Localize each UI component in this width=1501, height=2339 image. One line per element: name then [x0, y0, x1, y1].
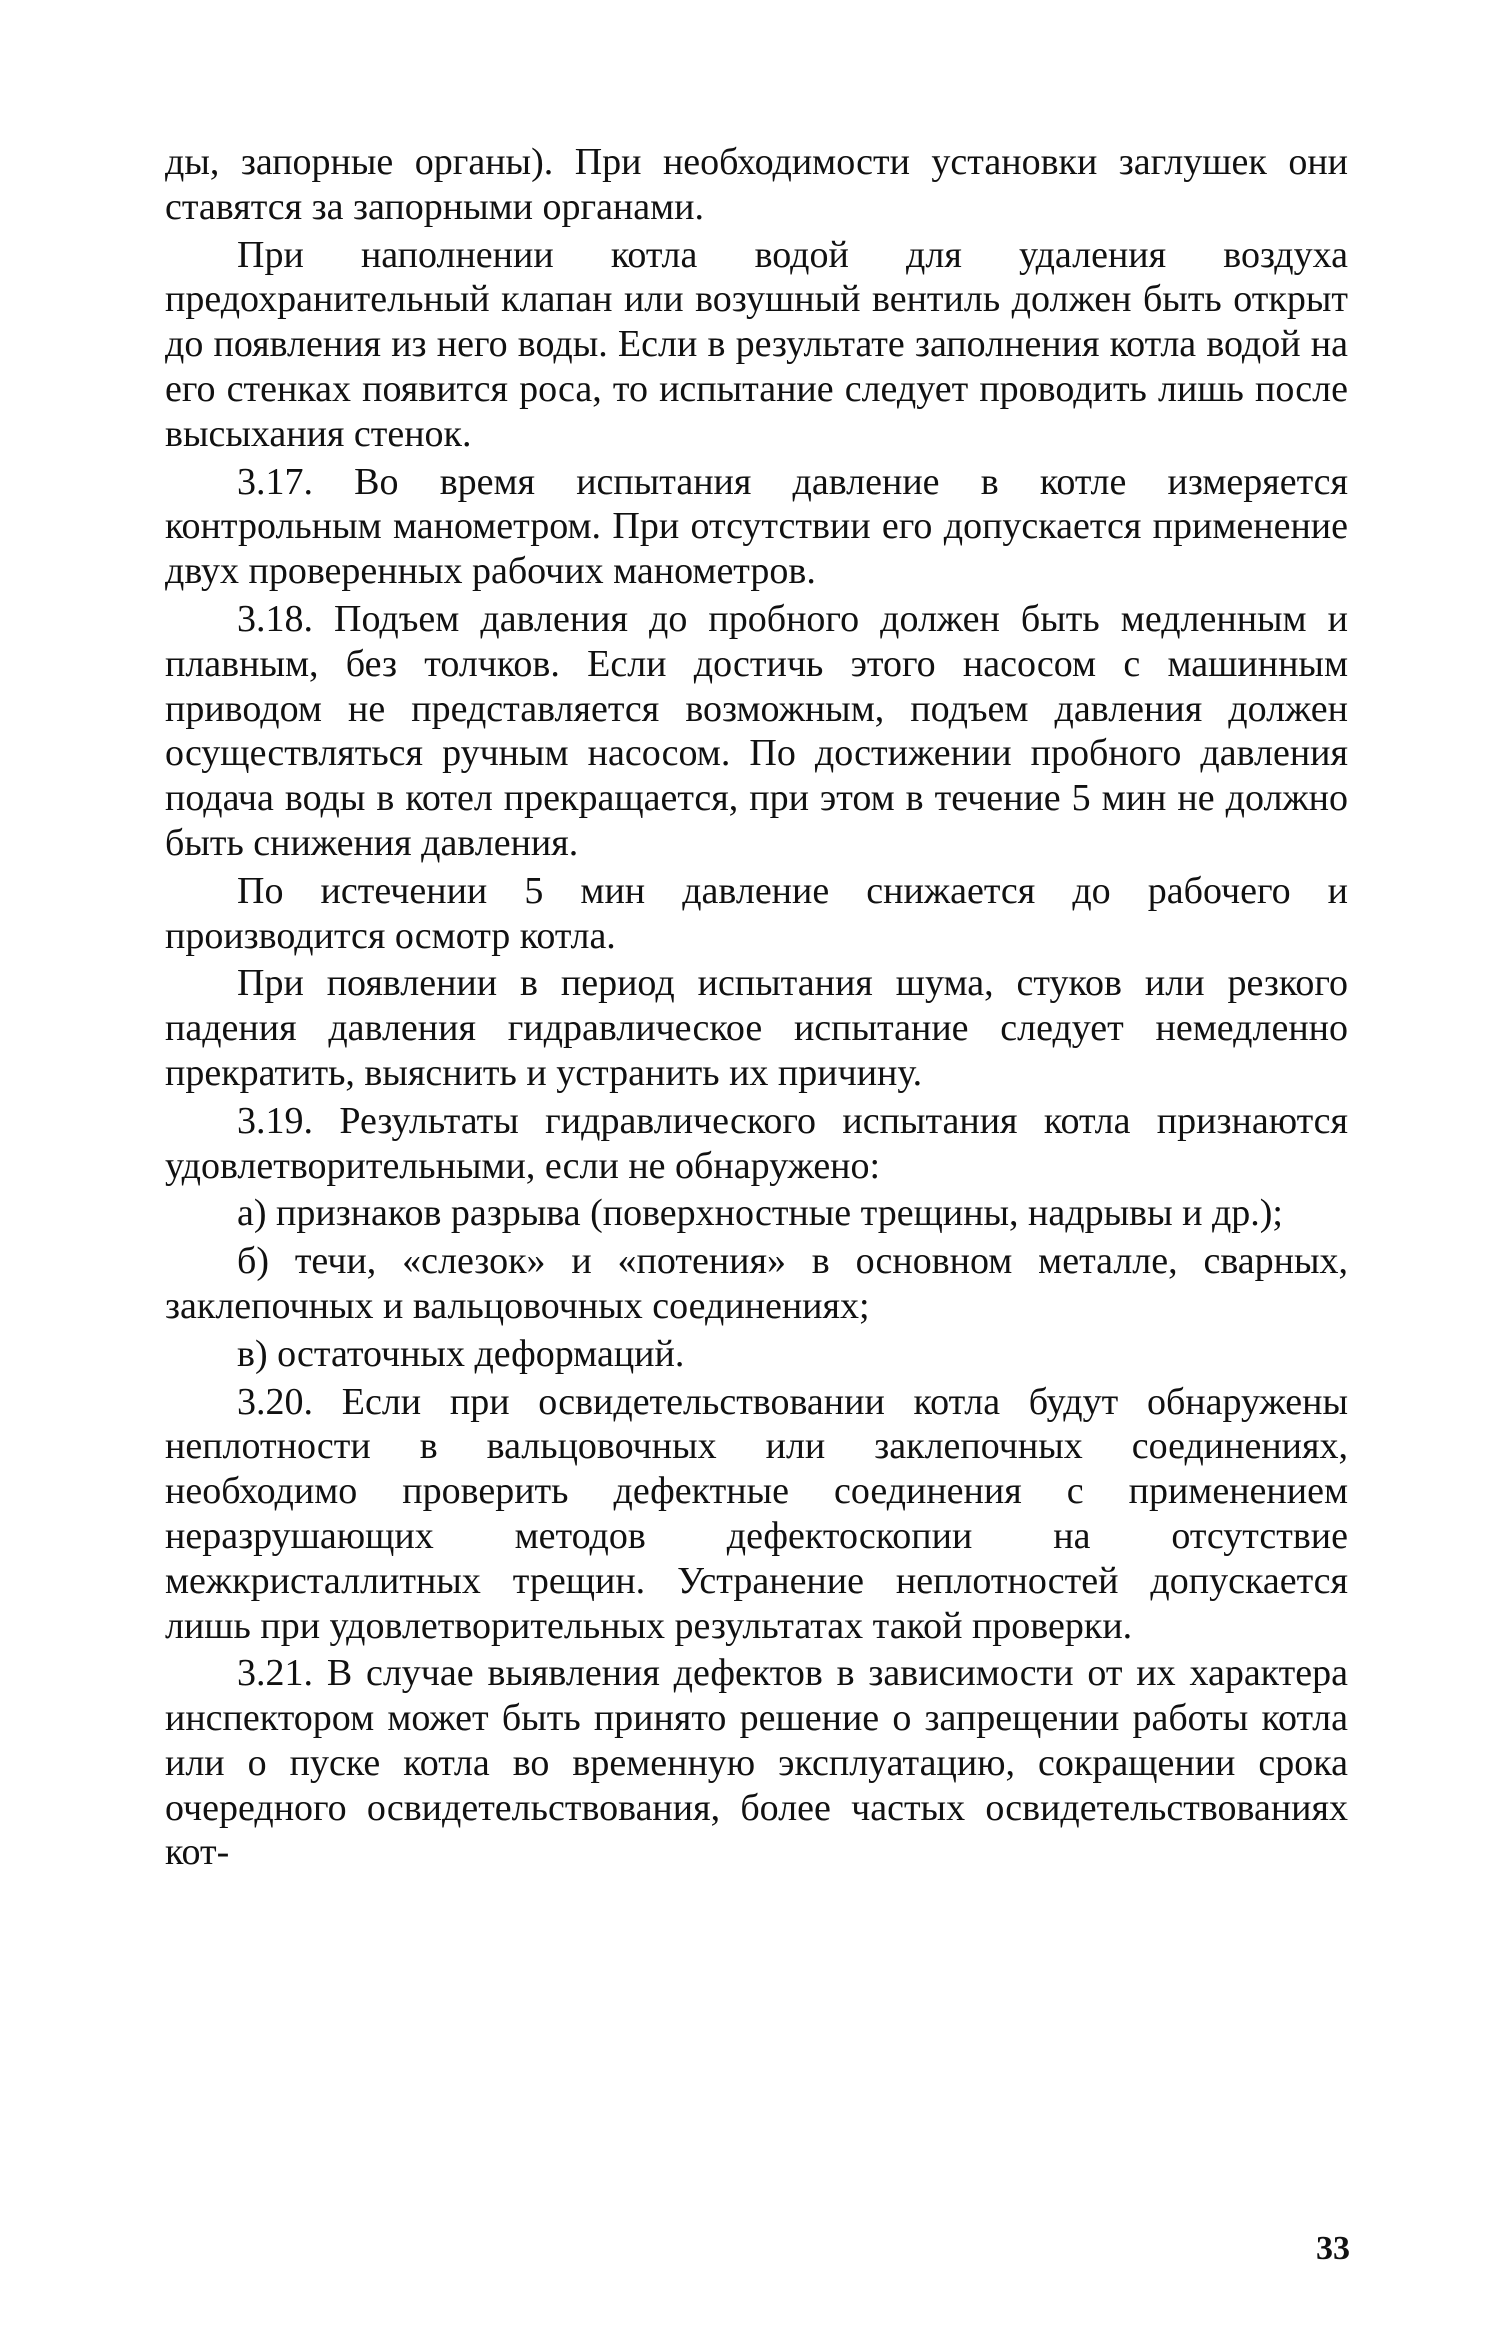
- paragraph-3-20: 3.20. Если при освидетельствовании котла будут обнаружены неплотности в вальцовочных или заклепочных соединениях, необходимо проверить дефектные соединения с применением неразрушающих методов дефектоскопии на отсутствие межкристаллитных трещин. Устранение неплотностей допускается лишь при удовлетворительных результатах такой проверки.: [165, 1380, 1348, 1647]
- body-text: [165, 140, 1348, 1878]
- paragraph-3-17: 3.17. Во время испытания давление в котле измеряется контрольным манометром. При отсутствии его допускается применение двух проверенных рабочих манометров.: [165, 460, 1348, 593]
- list-item-v: в) остаточных деформаций.: [237, 1332, 685, 1375]
- paragraph-continuation: ды, запорные органы). При необходимости установки заглушек они ставятся за запорными органами.: [165, 141, 1348, 228]
- paragraph-filling-boiler: При наполнении котла водой для удаления воздуха предохранительный клапан или возушный вентиль должен быть открыт до появления из него воды. Если в результате заполнения котла водой на его стенках появится роса, то испытание следует проводить лишь после высыхания стенок.: [165, 233, 1348, 455]
- paragraph-3-21: 3.21. В случае выявления дефектов в зависимости от их характера инспектором может быть принято решение о запрещении работы котла или о пуске котла во временную эксплуатацию, сокращении срока очередного освидетельствования, более частых освидетельствованиях кот-: [165, 1652, 1348, 1874]
- page-number: 33: [1316, 2230, 1350, 2267]
- paragraph-3-19: 3.19. Результаты гидравлического испытания котла признаются удовлетворительными, если не обнаружено:: [165, 1099, 1348, 1187]
- list-item-a: а) признаков разрыва (поверхностные трещины, надрывы и др.);: [237, 1192, 1283, 1235]
- list-item-b: б) течи, «слезок» и «потения» в основном металле, сварных, заклепочных и вальцовочных соединениях;: [165, 1240, 1348, 1327]
- paragraph-after-5-min: По истечении 5 мин давление снижается до рабочего и производится осмотр котла.: [165, 869, 1348, 957]
- paragraph-3-18: 3.18. Подъем давления до пробного должен быть медленным и плавным, без толчков. Если достичь этого насосом с машинным приводом не представляется возможным, подъем давления должен осуществляться ручным насосом. По достижении пробного давления подача воды в котел прекращается, при этом в течение 5 мин не должно быть снижения давления.: [165, 597, 1348, 864]
- paragraph-noise-stop: При появлении в период испытания шума, стуков или резкого падения давления гидравлическое испытание следует немедленно прекратить, выяснить и устранить их причину.: [165, 962, 1348, 1094]
